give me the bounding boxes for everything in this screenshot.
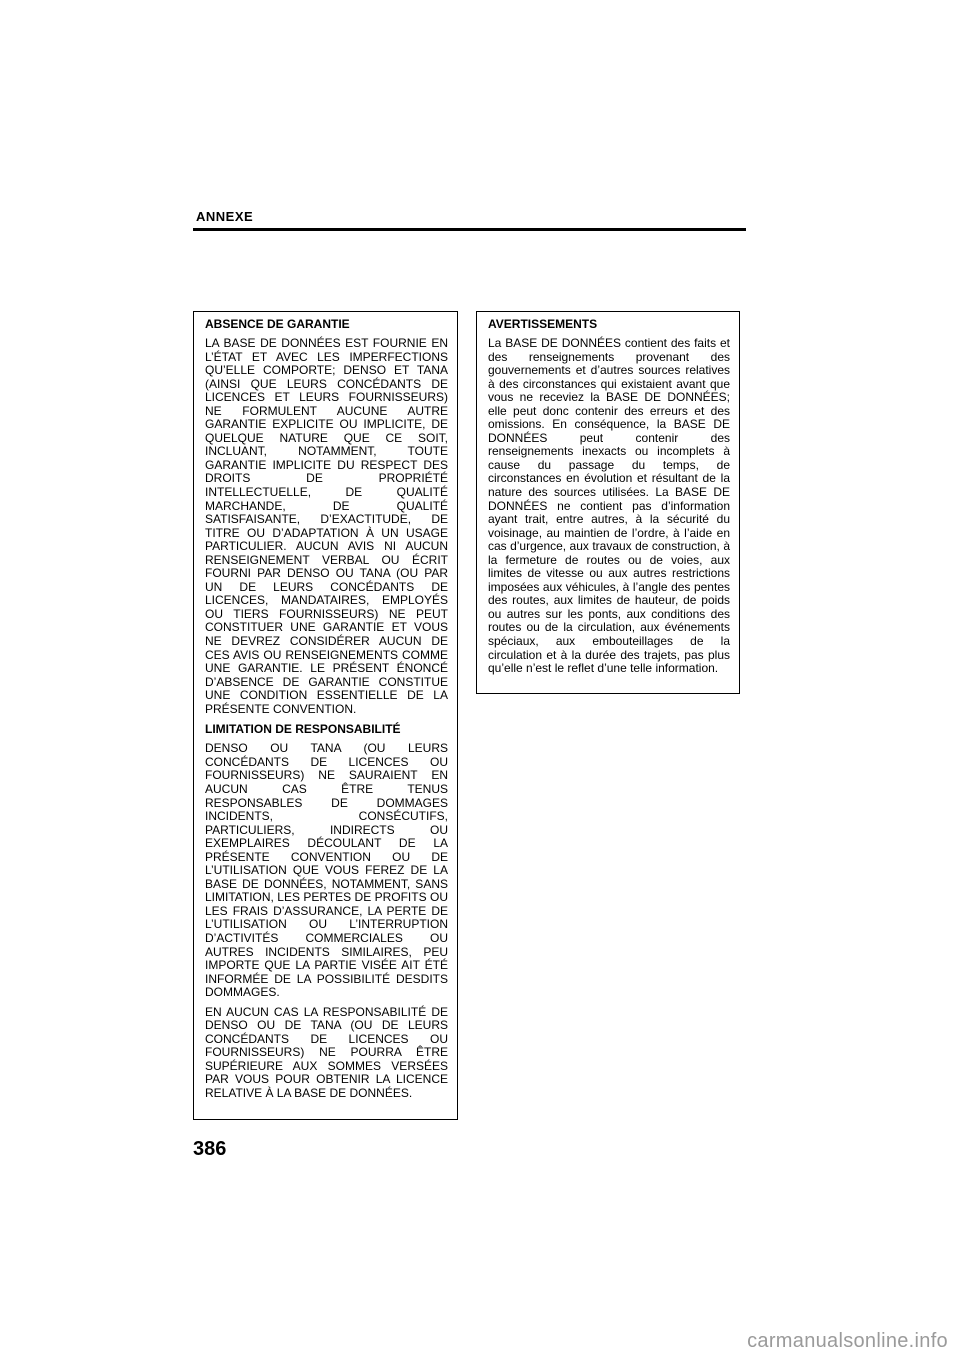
liability-limitation-heading: LIMITATION DE RESPONSABILITÉ: [205, 722, 401, 737]
warnings-heading: AVERTISSEMENTS: [488, 317, 598, 331]
liability-cap-text: EN AUCUN CAS LA RESPONSABILITÉ DE DENSO OU DE TANA (OU DE LEURS CONCÉDANTS DE LICENCES OU FOURNISSEURS) NE POURRA ÊTRE SUPÉRIEURE AUX SOMMES VERSÉES PAR VOUS POUR OBTENIR LA LICENCE RELATIVE À LA BASE DE DONNÉES.: [205, 1004, 448, 1100]
watermark: carmanualsonline.info: [747, 1330, 948, 1352]
warranty-disclaimer-box: [193, 311, 458, 1120]
warnings-text: La BASE DE DONNÉES contient des faits et des renseignements provenant des gouvernements et d’autres sources relatives à des circonstances qui existaient avant que vous ne receviez la BASE DE DONNÉES; elle peut donc contenir des erreurs et des omissions. En conséquence, la BASE DE DONNÉES peut contenir des renseignements inexacts ou incomplets à cause du passage du temps, de circonstances en évolution et résultant de la nature des sources utilisées. La BASE DE DONNÉES ne contient pas d’information ayant trait, entre autres, à la sécurité du voisinage, au maintien de l’ordre, à l’aide en cas d’urgence, aux travaux de construction, à la fermeture de routes ou de voies, aux limites de vitesse ou aux autres restrictions imposées aux véhicules, à l’angle des pentes des routes, aux limites de hauteur, de poids ou autres sur les ponts, aux conditions des routes ou de la circulation, aux événements spéciaux, aux embouteillages de la circulation et à la durée des trajets, pas plus qu’elle n’est le reflet d’une telle information.: [488, 336, 730, 676]
header-divider: [193, 228, 746, 231]
no-warranty-heading: ABSENCE DE GARANTIE: [205, 317, 350, 331]
liability-limitation-text: DENSO OU TANA (OU LEURS CONCÉDANTS DE LICENCES OU FOURNISSEURS) NE SAURAIENT EN AUCUN CAS ÊTRE TENUS RESPONSABLES DE DOMMAGES INCIDENTS, CONSÉCUTIFS, PARTICULIERS, INDIRECTS OU EXEMPLAIRES DÉCOULANT DE LA PRÉSENTE CONVENTION OU DE L’UTILISATION QUE VOUS FEREZ DE LA BASE DE DONNÉES, NOTAMMENT, SANS LIMITATION, LES PERTES DE PROFITS OU LES FRAIS D’ASSURANCE, LA PERTE DE L’UTILISATION OU L’INTERRUPTION D’ACTIVITÉS COMMERCIALES OU AUTRES INCIDENTS SIMILAIRES, PEU IMPORTE QUE LA PARTIE VISÉE AIT ÉTÉ INFORMÉE DE LA POSSIBILITÉ DESDITS DOMMAGES.: [205, 741, 448, 1000]
section-title: ANNEXE: [196, 209, 254, 224]
page-number: 386: [193, 1138, 227, 1160]
warnings-box: [476, 311, 740, 694]
no-warranty-text: LA BASE DE DONNÉES EST FOURNIE EN L’ÉTAT ET AVEC LES IMPERFECTIONS QU’ELLE COMPORTE; DENSO ET TANA (AINSI QUE LEURS CONCÉDANTS DE LICENCES ET LEURS FOURNISSEURS) NE FORMULENT AUCUNE AUTRE GARANTIE EXPLICITE OU IMPLICITE, DE QUELQUE NATURE QUE CE SOIT, INCLUANT, NOTAMMENT, TOUTE GARANTIE IMPLICITE DU RESPECT DES DROITS DE PROPRIÉTÉ INTELLECTUELLE, DE QUALITÉ MARCHANDE, DE QUALITÉ SATISFAISANTE, D’EXACTITUDE, DE TITRE OU D’ADAPTATION À UN USAGE PARTICULIER. AUCUN AVIS NI AUCUN RENSEIGNEMENT VERBAL OU ÉCRIT FOURNI PAR DENSO OU TANA (OU PAR UN DE LEURS CONCÉDANTS DE LICENCES, MANDATAIRES, EMPLOYÉS OU TIERS FOURNISSEURS) NE PEUT CONSTITUER UNE GARANTIE ET VOUS NE DEVREZ CONSIDÉRER AUCUN DE CES AVIS OU RENSEIGNEMENTS COMME UNE GARANTIE. LE PRÉSENT ÉNONCÉ D’ABSENCE DE GARANTIE CONSTITUE UNE CONDITION ESSENTIELLE DE LA PRÉSENTE CONVENTION.: [205, 336, 448, 716]
